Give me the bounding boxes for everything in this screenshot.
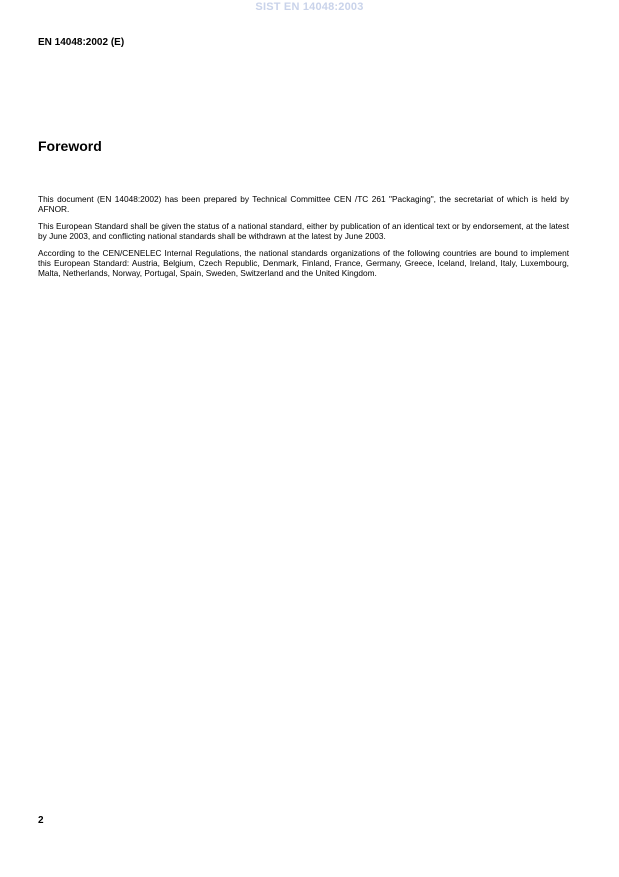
foreword-body — [38, 195, 569, 286]
paragraph: According to the CEN/CENELEC Internal Regulations, the national standards organizations of the following countries are bound to implement this European Standard: Austria, Belgium, Czech Republic, Denmark, Finland, France, Germany, Greece, Iceland, Ireland, Italy, Luxembourg, Malta, Netherlands, Norway, Portugal, Spain, Sweden, Switzerland and the United Kingdom. — [38, 248, 569, 278]
paragraph: This European Standard shall be given the status of a national standard, either by publication of an identical text or by endorsement, at the latest by June 2003, and conflicting national standards shall be withdrawn at the latest by June 2003. — [38, 221, 569, 241]
paragraph: This document (EN 14048:2002) has been prepared by Technical Committee CEN /TC 261 "Packaging", the secretariat of which is held by AFNOR. — [38, 194, 569, 214]
watermark: SIST EN 14048:2003 — [255, 1, 364, 13]
document-id: EN 14048:2002 (E) — [38, 37, 125, 48]
page-number: 2 — [38, 815, 44, 826]
section-title: Foreword — [38, 138, 102, 154]
